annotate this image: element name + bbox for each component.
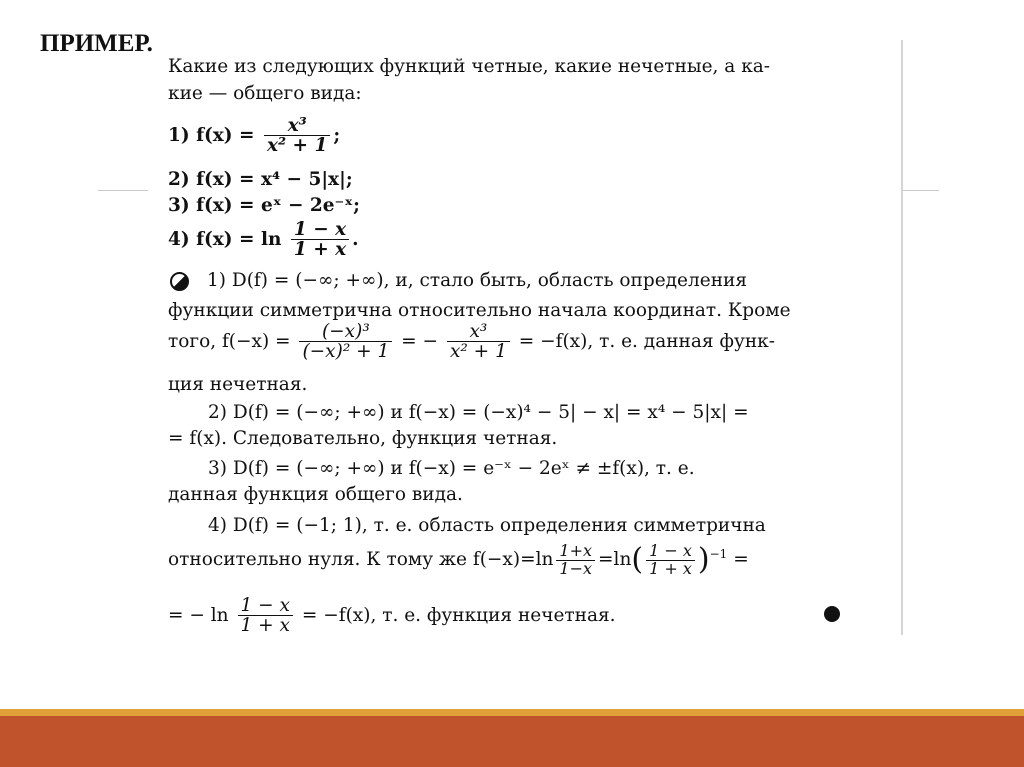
s1-post: = −f(x), т. е. данная функ- [518,330,775,352]
s4-pre: относительно нуля. К тому же f(−x)=ln [168,549,554,570]
s4-frac3-num: 1 − x [238,596,293,616]
s4-frac2-den: 1 + x [649,558,692,578]
solution-1-text: 1) D(f) = (−∞; +∞), и, стало быть, область определения [207,270,748,291]
item4-numerator: 1 − x [291,220,349,240]
footer-stripe [0,709,1024,716]
problem-line-2: кие — общего вида: [168,83,362,104]
s4-line3-pre: = − ln [168,604,229,626]
problem-item-3: 3) f(x) = eˣ − 2e⁻ˣ; [168,195,360,216]
s1-frac1-den: (−x)² + 1 [302,341,390,363]
problem-line-1: Какие из следующих функций четные, какие нечетные, а ка- [168,56,771,77]
s4-exponent: −1 [709,546,728,561]
item1-label: 1) f(x) = [168,124,255,146]
guide-line-left [98,190,148,191]
item4-end: . [352,228,359,250]
s4-frac2-num: 1 − x [646,543,695,561]
s1-frac1-num: (−x)³ [299,322,392,342]
s4-end: = [733,549,749,570]
s4-frac1-num: 1+x [556,543,595,561]
s4-fraction-2 [646,540,695,578]
solution-3-line-1: 3) D(f) = (−∞; +∞) и f(−x) = e⁻ˣ − 2eˣ ≠ ±f(x), т. е. [208,458,695,479]
slide-title: ПРИМЕР. [40,30,153,57]
item1-denominator: x² + 1 [266,135,328,157]
s1-frac2-den: x² + 1 [449,341,507,363]
s1-fraction-1 [299,322,392,362]
solution-4-line-1: 4) D(f) = (−1; 1), т. е. область определения симметрична [208,515,766,536]
s4-paren-close: ) [697,542,710,577]
s1-pre: того, f(−x) = [168,330,291,352]
s4-fraction-3 [238,596,293,636]
s4-fraction-1 [556,540,595,578]
solution-4-line-3 [168,596,616,636]
item1-end: ; [333,124,341,146]
problem-item-4 [168,220,359,260]
item1-numerator: x³ [264,116,330,136]
s4-frac3-den: 1 + x [240,615,290,637]
item4-label: 4) f(x) = ln [168,228,282,250]
margin-line [901,40,903,635]
item1-fraction [264,116,330,156]
solution-2-line-2: = f(x). Следовательно, функция четная. [168,428,558,449]
s4-mid: =ln [598,549,632,570]
s4-frac1-den: 1−x [559,558,593,578]
s4-paren-open: ( [631,542,644,577]
problem-item-1 [168,116,340,156]
item4-fraction [291,220,349,260]
s1-frac2-num: x³ [447,322,510,342]
guide-line-right [903,190,939,191]
solution-3-line-2: данная функция общего вида. [168,484,463,505]
s1-mid: = − [401,330,439,352]
s1-fraction-2 [447,322,510,362]
item4-denominator: 1 + x [293,239,347,261]
solution-1-line-3 [168,322,775,362]
solution-end-mark-icon [824,606,840,622]
solution-1-line-1 [170,270,747,292]
solution-2-line-1: 2) D(f) = (−∞; +∞) и f(−x) = (−x)⁴ − 5| − x| = x⁴ − 5|x| = [208,402,749,423]
s4-line3-post: = −f(x), т. е. функция нечетная. [301,604,616,626]
solution-start-mark-icon [170,272,189,291]
solution-1-line-2: функции симметрична относительно начала координат. Кроме [168,300,791,321]
solution-4-line-2 [168,542,749,578]
problem-item-2: 2) f(x) = x⁴ − 5|x|; [168,169,353,190]
solution-1-line-4: ция нечетная. [168,374,308,395]
footer-band [0,716,1024,767]
